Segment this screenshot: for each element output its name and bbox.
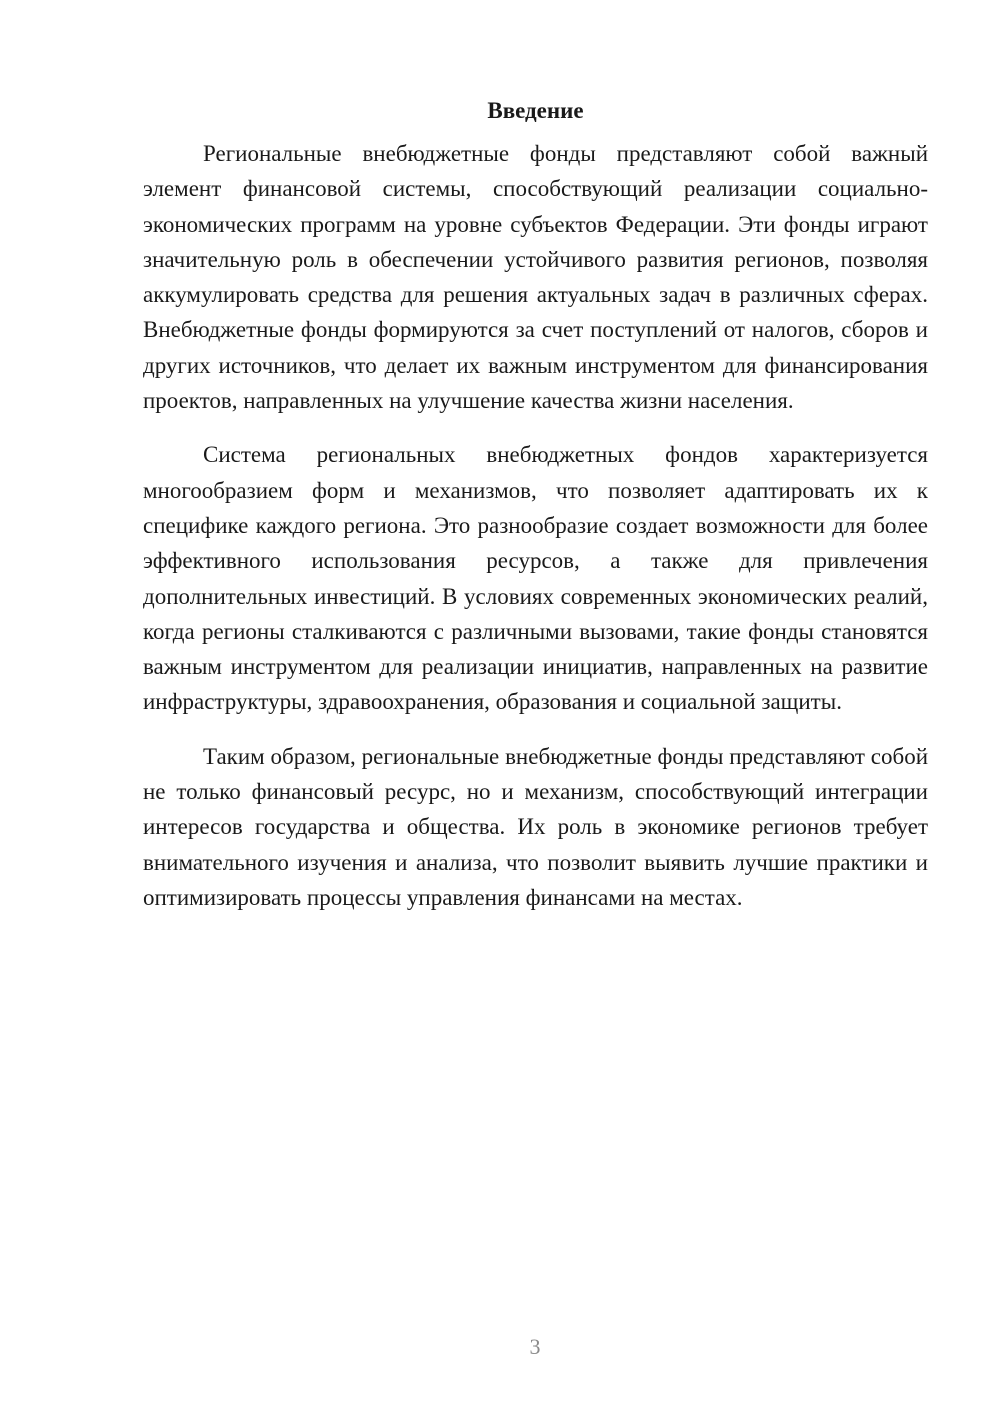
page-content xyxy=(143,94,928,915)
section-title: Введение xyxy=(487,98,584,123)
paragraph-3: Таким образом, региональные внебюджетные фонды представляют собой не только финансовый ресурс, но и механизм, способствующий интеграции интересов государства и общества. Их роль в экономике регионов требует внимательного изучения и анализа, что позволит выявить лучшие практики и оптимизировать процессы управления финансами на местах. xyxy=(143,743,928,910)
paragraph-1: Региональные внебюджетные фонды представляют собой важный элемент финансовой системы, способствующий реализации социально-экономических программ на уровне субъектов Федерации. Эти фонды играют значительную роль в обеспечении устойчивого развития регионов, позволяя аккумулировать средства для решения актуальных задач в различных сферах. Внебюджетные фонды формируются за счет поступлений от налогов, сборов и других источников, что делает их важным инструментом для финансирования проектов, направленных на улучшение качества жизни населения. xyxy=(143,141,928,414)
paragraph-2: Система региональных внебюджетных фондов характеризуется многообразием форм и механизмов, что позволяет адаптировать их к специфике каждого региона. Это разнообразие создает возможности для более эффективного использования ресурсов, а также для привлечения дополнительных инвестиций. В условиях современных экономических реалий, когда регионы сталкиваются с различными вызовами, такие фонды становятся важным инструментом для реализации инициатив, направленных на развитие инфраструктуры, здравоохранения, образования и социальной защиты. xyxy=(143,442,928,715)
page-number: 3 xyxy=(529,1334,541,1359)
